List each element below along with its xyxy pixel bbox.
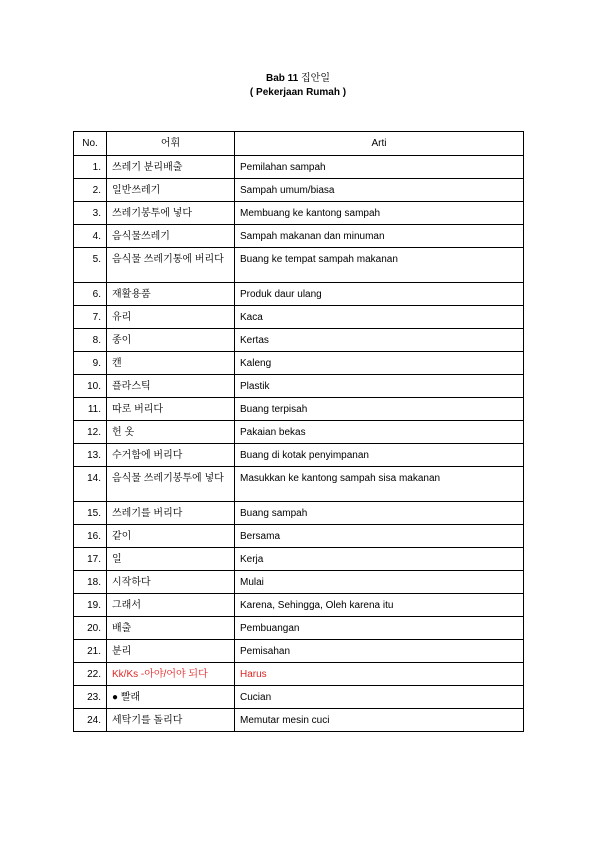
indonesian-meaning: Kerja xyxy=(235,548,524,571)
korean-term: 분리 xyxy=(107,640,235,663)
indonesian-meaning: Cucian xyxy=(235,686,524,709)
row-number: 12. xyxy=(74,421,107,444)
table-row xyxy=(74,709,524,732)
table-row xyxy=(74,686,524,709)
korean-term: 음식물 쓰레기통에 버리다 xyxy=(107,248,235,283)
row-number: 9. xyxy=(74,352,107,375)
indonesian-meaning: Kaleng xyxy=(235,352,524,375)
row-number: 16. xyxy=(74,525,107,548)
row-number: 7. xyxy=(74,306,107,329)
indonesian-meaning: Harus xyxy=(235,663,524,686)
row-number: 13. xyxy=(74,444,107,467)
table-row xyxy=(74,156,524,179)
document-title xyxy=(0,72,596,86)
table-row xyxy=(74,202,524,225)
chapter-label: Bab 11 xyxy=(265,73,299,84)
indonesian-meaning: Membuang ke kantong sampah xyxy=(235,202,524,225)
korean-term: 유리 xyxy=(107,306,235,329)
row-number: 3. xyxy=(74,202,107,225)
row-number: 22. xyxy=(74,663,107,686)
korean-term: 음식물쓰레기 xyxy=(107,225,235,248)
indonesian-meaning: Buang sampah xyxy=(235,502,524,525)
table-row xyxy=(74,352,524,375)
row-number: 8. xyxy=(74,329,107,352)
indonesian-meaning: Mulai xyxy=(235,571,524,594)
korean-term: 캔 xyxy=(107,352,235,375)
document-subtitle: ( Pekerjaan Rumah ) xyxy=(249,87,347,98)
indonesian-meaning: Pemisahan xyxy=(235,640,524,663)
indonesian-meaning: Buang ke tempat sampah makanan xyxy=(235,248,524,283)
indonesian-meaning: Buang di kotak penyimpanan xyxy=(235,444,524,467)
row-number: 23. xyxy=(74,686,107,709)
row-number: 21. xyxy=(74,640,107,663)
column-header-number: No. xyxy=(74,132,107,156)
indonesian-meaning: Buang terpisah xyxy=(235,398,524,421)
table-row xyxy=(74,306,524,329)
indonesian-meaning: Plastik xyxy=(235,375,524,398)
row-number: 11. xyxy=(74,398,107,421)
table-row xyxy=(74,398,524,421)
indonesian-meaning: Bersama xyxy=(235,525,524,548)
chapter-korean-title: 집안일 xyxy=(301,73,330,84)
korean-term: ● 빨래 xyxy=(107,686,235,709)
vocabulary-table xyxy=(73,131,524,732)
column-header-meaning: Arti xyxy=(235,132,524,156)
table-row xyxy=(74,502,524,525)
row-number: 14. xyxy=(74,467,107,502)
row-number: 6. xyxy=(74,283,107,306)
table-row xyxy=(74,571,524,594)
korean-term: 따로 버리다 xyxy=(107,398,235,421)
row-number: 10. xyxy=(74,375,107,398)
row-number: 19. xyxy=(74,594,107,617)
indonesian-meaning: Kertas xyxy=(235,329,524,352)
table-row xyxy=(74,329,524,352)
table-row xyxy=(74,225,524,248)
table-row xyxy=(74,467,524,502)
korean-term: 일 xyxy=(107,548,235,571)
indonesian-meaning: Pembuangan xyxy=(235,617,524,640)
table-row xyxy=(74,525,524,548)
korean-term: 플라스틱 xyxy=(107,375,235,398)
row-number: 18. xyxy=(74,571,107,594)
korean-term: 같이 xyxy=(107,525,235,548)
korean-term: 쓰레기 분리배출 xyxy=(107,156,235,179)
indonesian-meaning: Kaca xyxy=(235,306,524,329)
korean-term: 배출 xyxy=(107,617,235,640)
table-row-highlighted xyxy=(74,663,524,686)
indonesian-meaning: Pemilahan sampah xyxy=(235,156,524,179)
row-number: 20. xyxy=(74,617,107,640)
indonesian-meaning: Karena, Sehingga, Oleh karena itu xyxy=(235,594,524,617)
row-number: 17. xyxy=(74,548,107,571)
row-number: 4. xyxy=(74,225,107,248)
table-row xyxy=(74,248,524,283)
korean-term: 종이 xyxy=(107,329,235,352)
korean-term: 세탁기를 돌리다 xyxy=(107,709,235,732)
table-row xyxy=(74,640,524,663)
row-number: 2. xyxy=(74,179,107,202)
row-number: 24. xyxy=(74,709,107,732)
korean-term: Kk/Ks -아야/어야 되다 xyxy=(107,663,235,686)
table-row xyxy=(74,375,524,398)
table-header-row xyxy=(74,132,524,156)
column-header-vocabulary: 어휘 xyxy=(107,132,235,156)
table-row xyxy=(74,421,524,444)
korean-term: 헌 옷 xyxy=(107,421,235,444)
indonesian-meaning: Pakaian bekas xyxy=(235,421,524,444)
table-row xyxy=(74,283,524,306)
table-row xyxy=(74,179,524,202)
korean-term: 시작하다 xyxy=(107,571,235,594)
indonesian-meaning: Masukkan ke kantong sampah sisa makanan xyxy=(235,467,524,502)
korean-term: 그래서 xyxy=(107,594,235,617)
table-row xyxy=(74,617,524,640)
korean-term: 쓰레기를 버리다 xyxy=(107,502,235,525)
indonesian-meaning: Sampah makanan dan minuman xyxy=(235,225,524,248)
korean-term: 재활용품 xyxy=(107,283,235,306)
indonesian-meaning: Memutar mesin cuci xyxy=(235,709,524,732)
indonesian-meaning: Sampah umum/biasa xyxy=(235,179,524,202)
row-number: 5. xyxy=(74,248,107,283)
table-row xyxy=(74,444,524,467)
korean-term: 음식물 쓰레기봉투에 넣다 xyxy=(107,467,235,502)
korean-term: 수거함에 버리다 xyxy=(107,444,235,467)
indonesian-meaning: Produk daur ulang xyxy=(235,283,524,306)
korean-term: 쓰레기봉투에 넣다 xyxy=(107,202,235,225)
table-row xyxy=(74,594,524,617)
korean-term: 일반쓰레기 xyxy=(107,179,235,202)
row-number: 15. xyxy=(74,502,107,525)
row-number: 1. xyxy=(74,156,107,179)
table-row xyxy=(74,548,524,571)
